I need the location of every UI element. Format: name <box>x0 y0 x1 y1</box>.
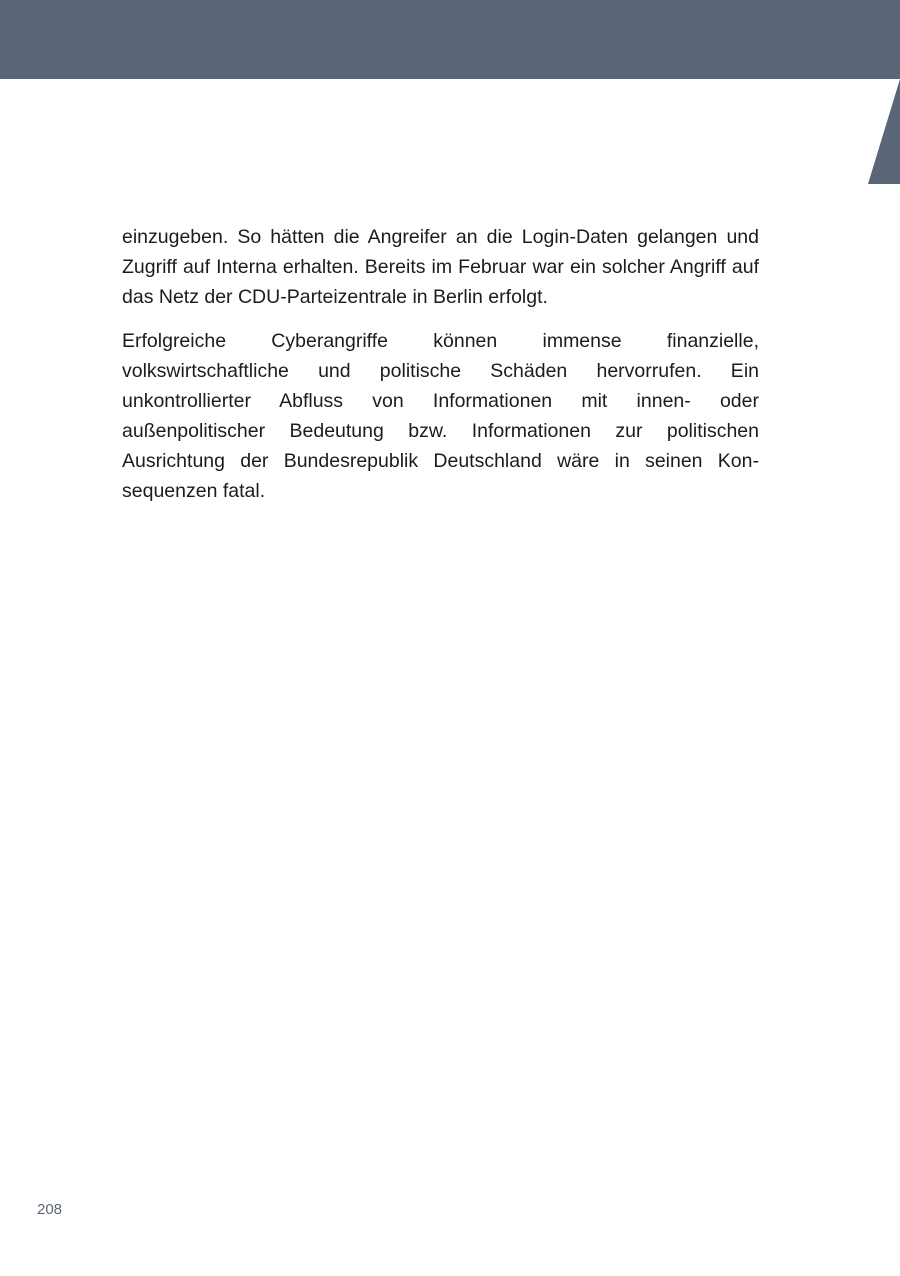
body-text <box>122 222 759 520</box>
paragraph-1: einzugeben. So hätten die Angreifer an die Login-Daten gelangen und Zugriff auf Interna erhalten. Bereits im Februar war ein solcher Angriff auf das Netz der CDU-Parteizentrale in Berlin erfolgt. <box>122 226 759 308</box>
header-band <box>0 0 900 79</box>
corner-tab-polygon <box>868 79 900 184</box>
corner-tab-shape <box>868 79 900 184</box>
page-number: 208 <box>37 1201 63 1218</box>
paragraph-2: Erfolgreiche Cyberangriffe können immense finanzielle, volkswirtschaftliche und politische Schäden hervorrufen. Ein unkontrollierter Abfluss von Informationen mit innen- oder außenpolitischer Bedeutung bzw. Informationen zur politischen Ausrichtung der Bundesrepublik Deutschland wäre in seinen Konsequenzen fatal. <box>122 330 759 502</box>
